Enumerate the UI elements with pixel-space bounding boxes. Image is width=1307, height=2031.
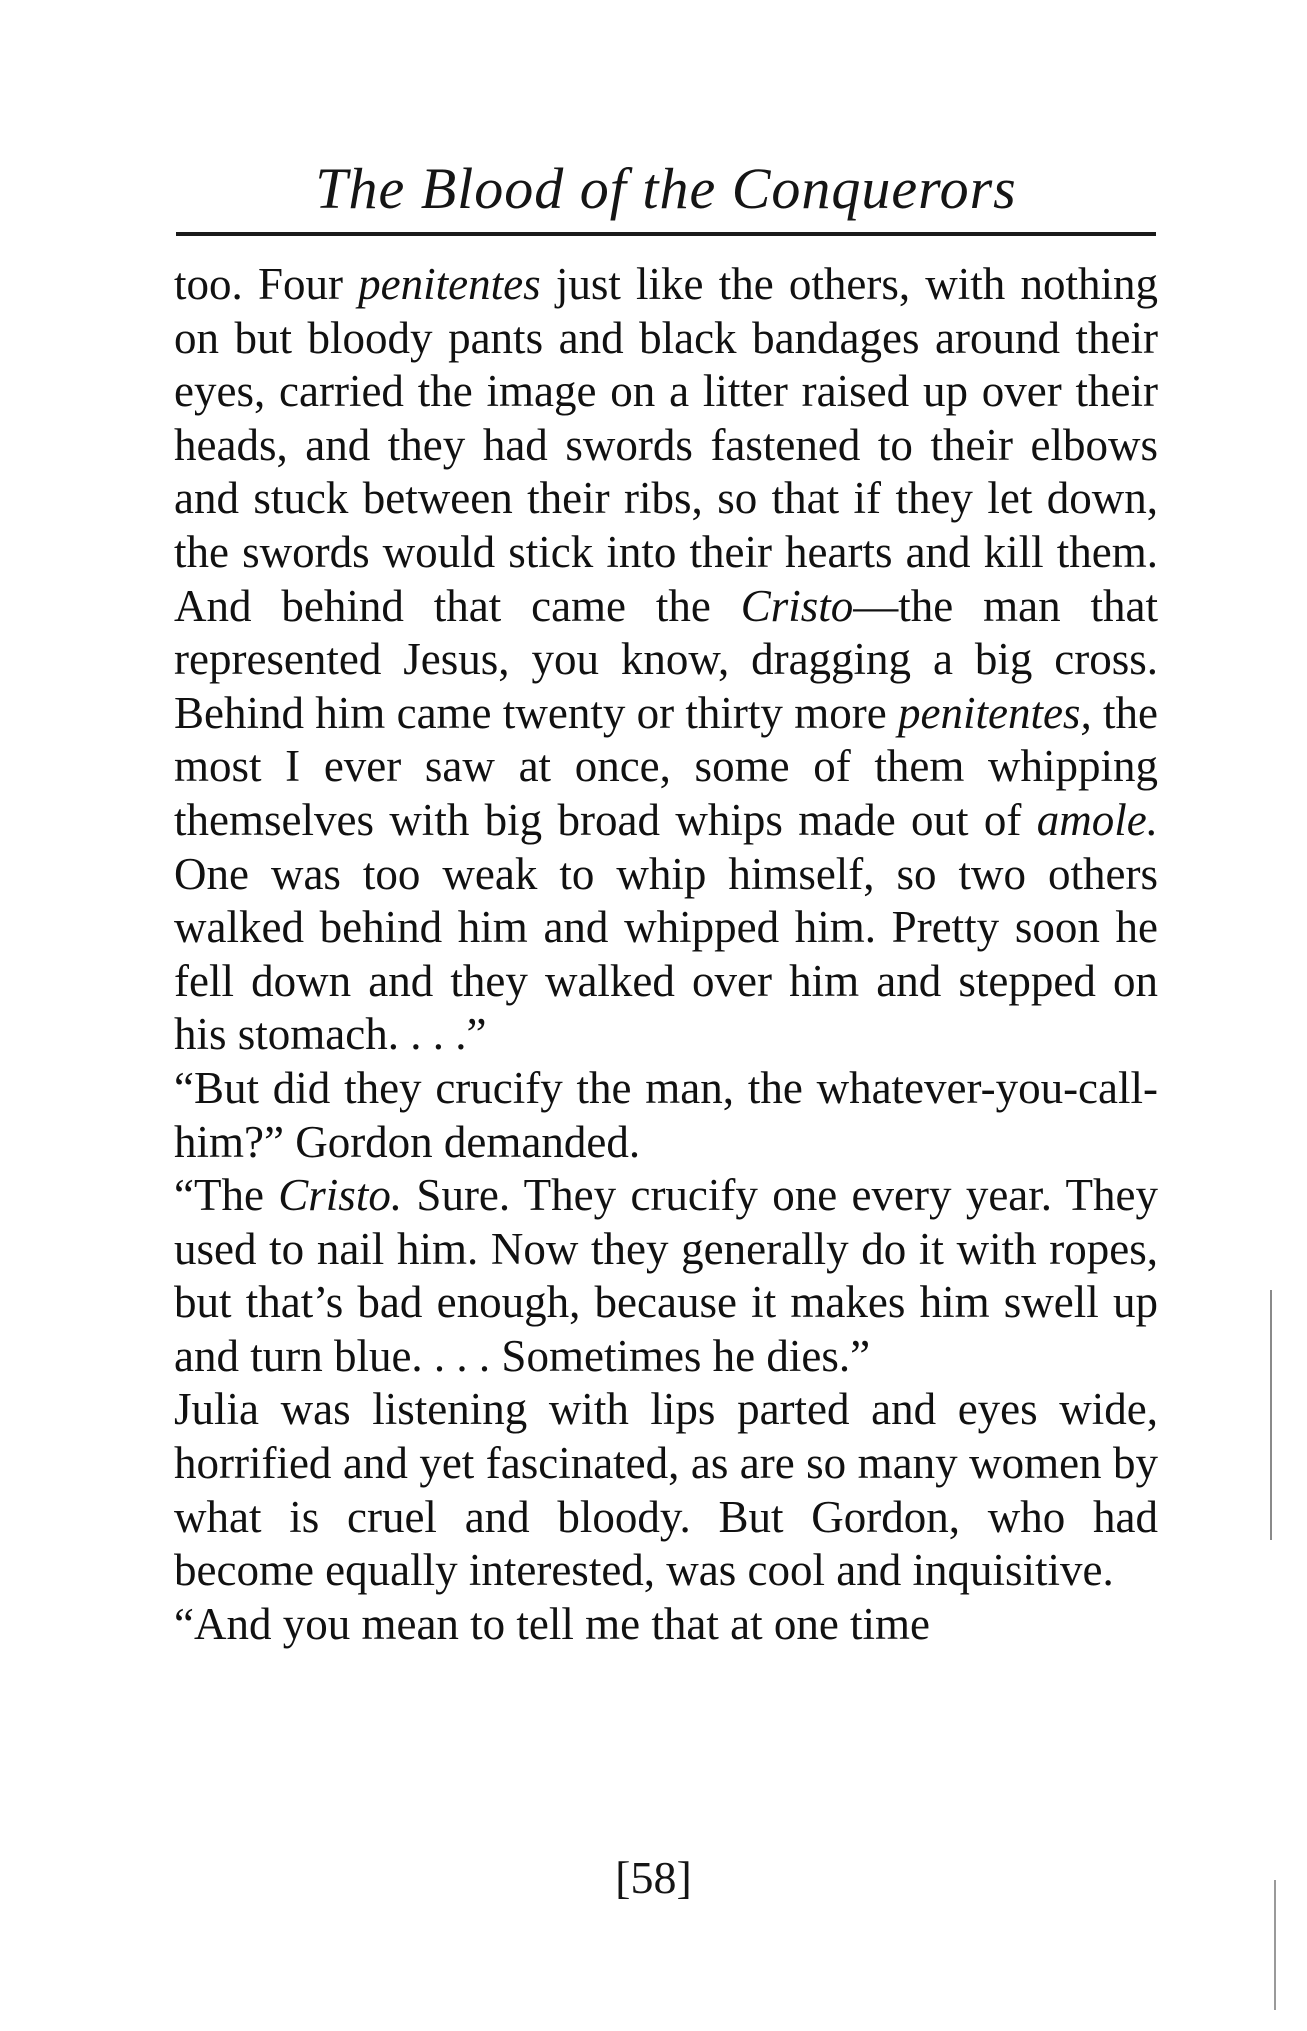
paragraph: Julia was listening with lips parted and eyes wide, horrified and yet fascinated, as are so many women by what is cruel and bloody. But Gordon, who had become equally interested, was cool and inquisitive. <box>174 1384 1158 1596</box>
text-run: “The <box>174 1170 279 1221</box>
page-number: [58] <box>615 1852 692 1903</box>
paragraph: “And you mean to tell me that at one time <box>174 1598 931 1649</box>
text-run: One was too weak to whip himself, so two others walked behind him and whipped him. Pretty soon he fell down and they walked over him and stepped on his stomach. . . .” <box>174 848 1158 1060</box>
italic-term: amole. <box>1036 794 1158 845</box>
text-run: —the man that represented Jesus, you know, dragging a big cross. Behind him came twenty or thirty more <box>174 580 1158 738</box>
text-run: the most I ever saw at once, some of them whipping themselves with big broad whips made out of <box>174 687 1158 845</box>
italic-term: penitentes, <box>898 687 1092 738</box>
italic-term: Cristo. <box>278 1170 403 1221</box>
body-text <box>174 258 1158 1651</box>
text-run: too. Four <box>174 259 359 309</box>
header-rule <box>176 232 1156 236</box>
running-head-title: The Blood of the Conquerors <box>315 156 1017 221</box>
scan-margin-mark <box>1270 1290 1272 1540</box>
italic-term: Cristo <box>740 580 854 631</box>
italic-term: penitentes <box>358 259 541 309</box>
scan-margin-mark <box>1274 1880 1276 2010</box>
paragraph <box>174 1169 1158 1383</box>
text-run: just like the others, with nothing on but bloody pants and black bandages around their eyes, carried the image on a litter raised up over their heads, and they had swords fastened to their elbows and stuck between their ribs, so that if they let down, the swords would stick into their hearts and kill them. And behind that came the <box>174 259 1159 631</box>
paragraph <box>174 258 1158 1062</box>
paragraph: “But did they crucify the man, the whatever-you-call-him?” Gordon demanded. <box>174 1062 1158 1167</box>
text-run: Sure. They crucify one every year. They used to nail him. Now they generally do it with ropes, but that’s bad enough, because it makes him swell up and turn blue. . . . Sometimes he dies.” <box>174 1170 1158 1381</box>
